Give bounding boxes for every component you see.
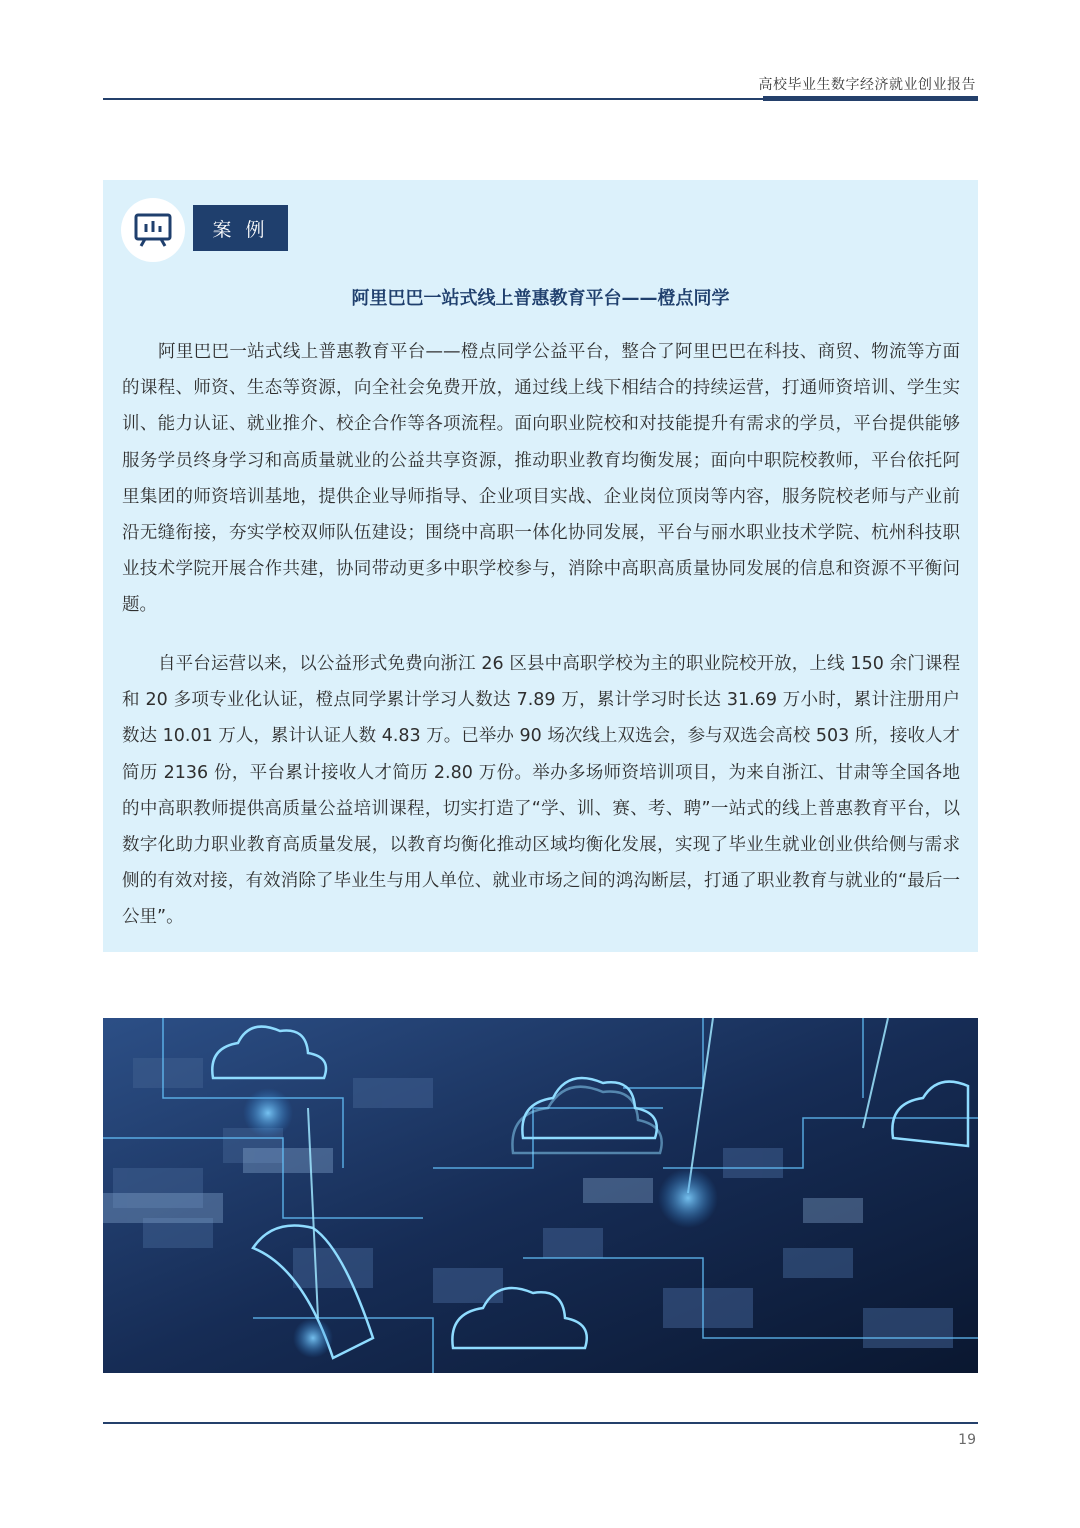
case-paragraph-1: 阿里巴巴一站式线上普惠教育平台——橙点同学公益平台，整合了阿里巴巴在科技、商贸、物流等方面的课程、师资、生态等资源，向全社会免费开放，通过线上线下相结合的持续运营，打通师资培训、学生实训、能力认证、就业推介、校企合作等各项流程。面向职业院校和对技能提升有需求的学员，平台提供能够服务学员终身学习和高质量就业的公益共享资源，推动职业教育均衡发展；面向中职院校教师，平台依托阿里集团的师资培训基地，提供企业导师指导、企业项目实战、企业岗位顶岗等内容，服务院校老师与产业前沿无缝衔接，夯实学校双师队伍建设；围绕中高职一体化协同发展，平台与丽水职业技术学院、杭州科技职业技术学院开展合作共建，协同带动更多中职学校参与，消除中高职高质量协同发展的信息和资源不平衡问题。 (122, 342, 960, 616)
cloud-circuit-illustration (103, 1018, 978, 1373)
footer-rule (103, 1422, 978, 1424)
page-number: 19 (958, 1432, 976, 1448)
report-title: 高校毕业生数字经济就业创业报告 (758, 77, 976, 93)
case-title: 阿里巴巴一站式线上普惠教育平台——橙点同学 (351, 288, 730, 309)
header-rule-accent (763, 96, 978, 101)
bar-chart-board-icon (121, 198, 185, 262)
case-paragraph-2: 自平台运营以来，以公益形式免费向浙江 26 区县中高职学校为主的职业院校开放，上线 150 余门课程和 20 多项专业化认证，橙点同学累计学习人数达 7.89 万，累计学习时长达 31.69 万小时，累计注册用户数达 10.01 万人，累计认证人数 4.83 万。已举办 90 场次线上双选会，参与双选会高校 503 所，接收人才简历 2136 份，平台累计接收人才简历 2.80 万份。举办多场师资培训项目，为来自浙江、甘肃等全国各地的中高职教师提供高质量公益培训课程，切实打造了“学、训、赛、考、聘”一站式的线上普惠教育平台，以数字化助力职业教育高质量发展，以教育均衡化推动区域均衡化发展，实现了毕业生就业创业供给侧与需求侧的有效对接，有效消除了毕业生与用人单位、就业市场之间的鸿沟断层，打通了职业教育与就业的“最后一公里”。 (122, 654, 960, 928)
case-label: 案 例 (193, 205, 288, 251)
